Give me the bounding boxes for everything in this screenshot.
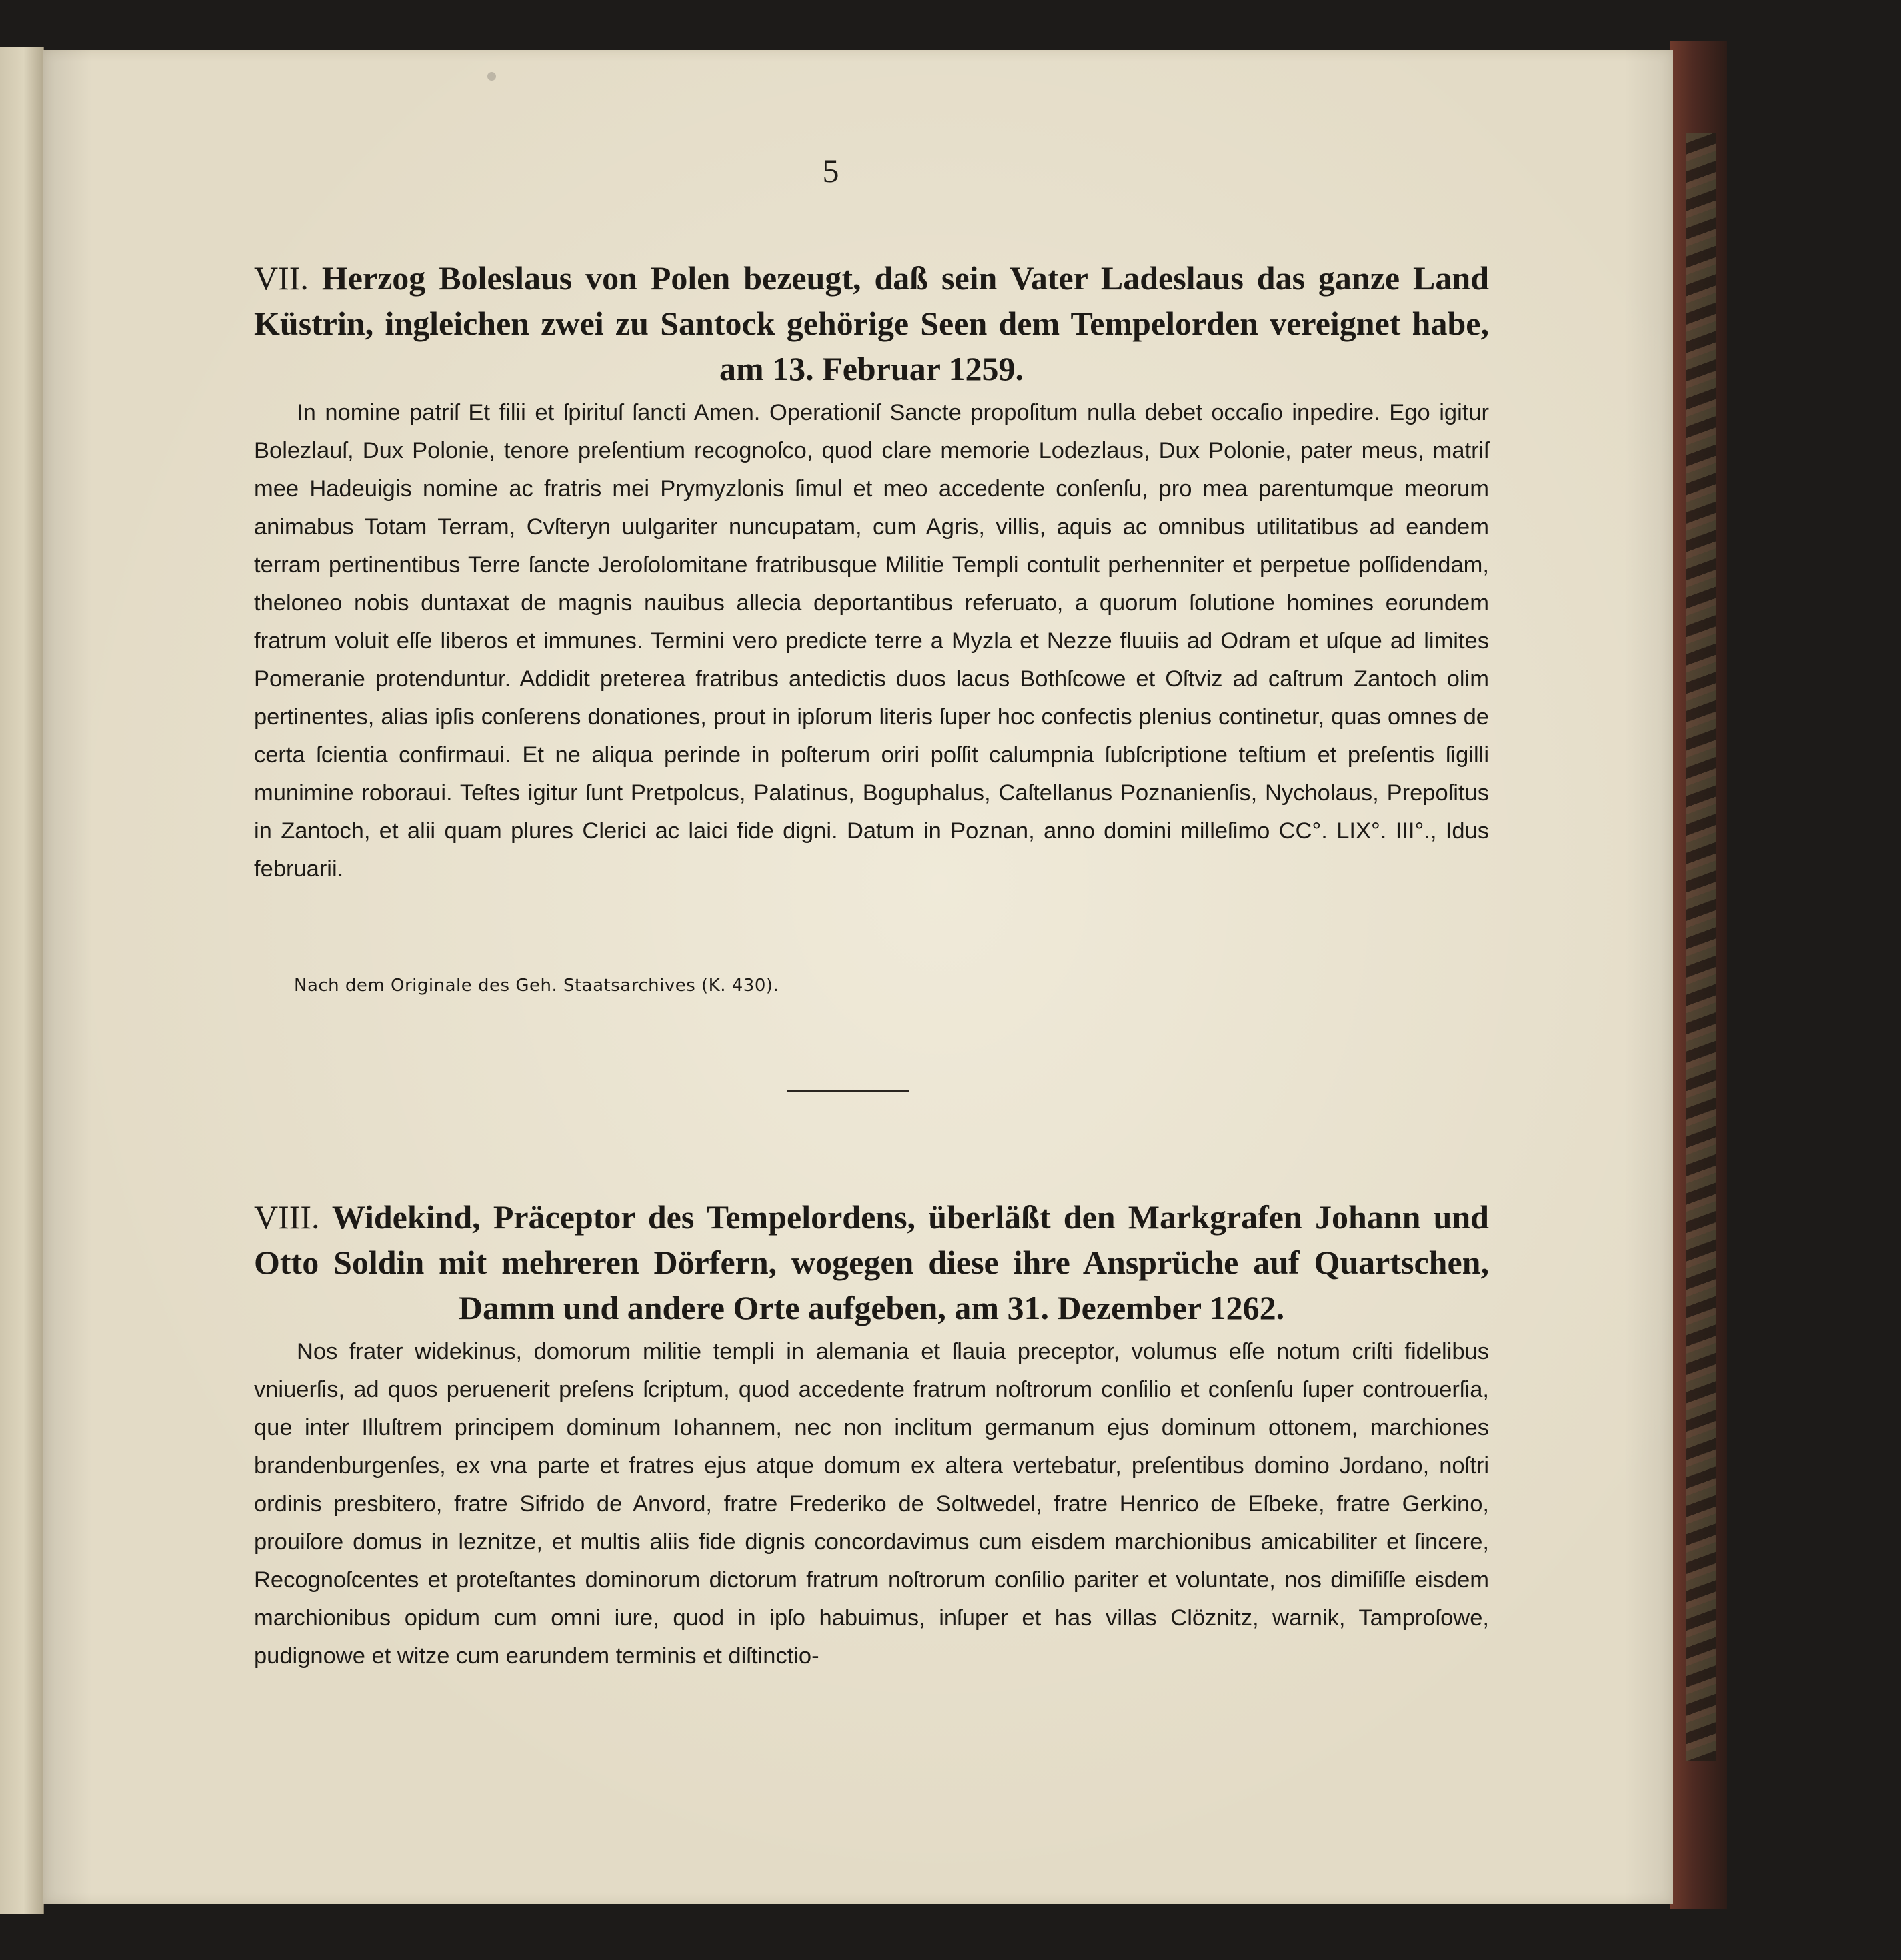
section-title: Widekind, Präceptor des Tempelordens, überläßt den Markgrafen Johann und Otto Soldin mit mehreren Dörfern, wogegen diese ihre Ansprüche auf Quartschen, Damm und andere Orte aufgeben, am 31. Dezember 1262. <box>254 1198 1489 1326</box>
left-page-edge <box>0 47 44 1914</box>
section-number: VII. <box>254 259 309 297</box>
charter-text-viii <box>254 1333 1489 1675</box>
page-content <box>43 50 1673 1904</box>
marbled-cover <box>1686 133 1716 1761</box>
charter-paragraph: Nos frater widekinus, domorum militie templi in alemania et ſlauia preceptor, volumus eſſe notum criſti fidelibus vniuerſis, ad quos peruenerit preſens ſcriptum, quod accedente fratrum noſtrorum conſilio et conſenſu ſuper controuerſia, que inter Illuſtrem principem dominum Iohannem, nec non inclitum germanum ejus dominum ottonem, marchiones brandenburgenſes, ex vna parte et fratres ejus atque domum ex altera vertebatur, preſentibus domino Jordano, noſtri ordinis presbitero, fratre Sifrido de Anvord, fratre Frederiko de Soltwedel, fratre Henrico de Eſbeke, fratre Gerkino, prouiſore domus in leznitze, et multis aliis fide dignis concordavimus cum eisdem marchionibus amicabiliter et ſincere, Recognoſcentes et proteſtantes dominorum dictorum fratrum noſtrorum conſilio pariter et voluntate, nos dimiſiſſe eisdem marchionibus opidum cum omni iure, quod in ipſo habuimus, inſuper et has villas Clöznitz, warnik, Tamproſowe, pudignowe et witze cum earundem terminis et diſtinctio- <box>254 1339 1489 1669</box>
section-heading-vii <box>254 255 1489 391</box>
section-number: VIII. <box>254 1198 320 1236</box>
source-note: Nach dem Originale des Geh. Staatsarchives (K. 430). <box>294 976 779 996</box>
section-divider <box>787 1090 909 1092</box>
book-page <box>43 50 1673 1904</box>
charter-paragraph: In nomine patriſ Et filii et ſpirituſ ſancti Amen. Operationiſ Sancte propoſitum nulla debet occaſio inpedire. Ego igitur Bolezlauſ, Dux Polonie, tenore preſentium recognoſco, quod clare memorie Lodezlaus, Dux Polonie, pater meus, matriſ mee Hadeuigis nomine ac fratris mei Prymyzlonis ſimul et meo accedente conſenſu, pro mea parentumque meorum animabus Totam Terram, Cvſteryn uulgariter nuncupatam, cum Agris, villis, aquis ac omnibus utilitatibus ad eandem terram pertinentibus Terre ſancte Jeroſolomitane fratribusque Militie Templi contulit perhenniter et perpetue poſſidendam, theloneo nobis duntaxat de magnis nauibus allecia deportantibus referuato, a quorum ſolutione homines eorundem fratrum voluit eſſe liberos et immunes. Termini vero predicte terre a Myzla et Nezze fluuiis ad Odram et uſque ad limites Pomeranie protenduntur. Addidit preterea fratribus antedictis duos lacus Bothſcowe et Oſtviz ad caſtrum Zantoch olim pertinentes, alias ipſis conſerens donationes, prout in ipſorum literis ſuper hoc confectis plenius continetur, quas omnes de certa ſcientia confirmaui. Et ne aliqua perinde in poſterum oriri poſſit calumpnia ſubſcriptione teſtium et preſentis ſigilli munimine roboraui. Teſtes igitur ſunt Pretpolcus, Palatinus, Boguphalus, Caſtellanus Poznanienſis, Nycholaus, Prepoſitus in Zantoch, et alii quam plures Clerici ac laici fide digni. Datum in Poznan, anno domini milleſimo CC°. LIX°. III°., Idus februarii. <box>254 400 1489 882</box>
section-heading-viii <box>254 1194 1489 1330</box>
page-number: 5 <box>822 152 839 189</box>
charter-text-vii <box>254 394 1489 888</box>
section-title: Herzog Boleslaus von Polen bezeugt, daß sein Vater Ladeslaus das ganze Land Küstrin, ingleichen zwei zu Santock gehörige Seen dem Tempelorden vereignet habe, am 13. Februar 1259. <box>254 259 1489 387</box>
